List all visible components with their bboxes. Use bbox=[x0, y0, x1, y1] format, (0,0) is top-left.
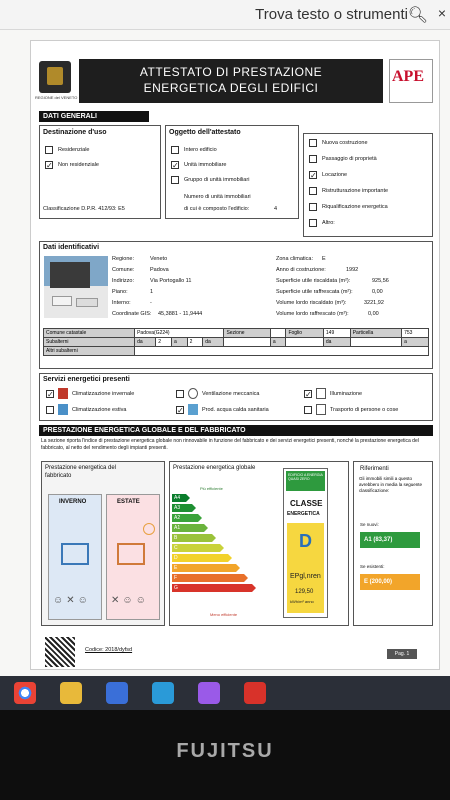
ident-value: Veneto bbox=[150, 256, 168, 262]
label-climatizzazione-invernale: Climatizzazione invernale bbox=[72, 391, 135, 397]
prestazione-intro: La sezione riporta l'indice di prestazione energetica globale non rinnovabile in funzione del fabbricato e dei servizi energetici presenti, nonché la prestazione energetica del fabbricato, al netto del rendimento degli impianti presenti. bbox=[41, 438, 419, 451]
checkbox-ristrutturazione[interactable] bbox=[309, 187, 317, 195]
house-icon bbox=[61, 543, 89, 565]
taskbar bbox=[0, 676, 450, 710]
ident-key: Regione: bbox=[112, 256, 135, 262]
section-prestazione: PRESTAZIONE ENERGETICA GLOBALE E DEL FABBRICATO bbox=[39, 425, 433, 436]
label-acqua-calda: Prod. acqua calda sanitaria bbox=[202, 407, 269, 413]
ident-value: Via Portogallo 11 bbox=[150, 278, 192, 284]
close-icon[interactable]: × bbox=[437, 5, 446, 21]
ident-key: Indirizzo: bbox=[112, 278, 135, 284]
ident-value: 925,56 bbox=[372, 278, 389, 284]
ident-value: 1 bbox=[150, 289, 154, 295]
particella-label: Particella bbox=[350, 329, 401, 338]
find-text-label[interactable]: Trova testo o strumenti bbox=[255, 6, 408, 23]
elevator-icon bbox=[316, 404, 326, 415]
radiator-icon bbox=[58, 388, 68, 399]
store-icon[interactable] bbox=[106, 682, 128, 704]
nuovi-label: Se nuovi: bbox=[360, 522, 379, 527]
nzeb-label: EDIFICIO A ENERGIA QUASI ZERO bbox=[288, 473, 323, 481]
globale-title: Prestazione energetica globale bbox=[173, 465, 256, 471]
inverno-label: INVERNO bbox=[59, 499, 87, 505]
checkbox-illuminazione[interactable]: ✓ bbox=[305, 390, 312, 399]
page-number: Pag. 1 bbox=[387, 649, 417, 659]
foglio-value: 149 bbox=[323, 329, 350, 338]
checkbox-unita-immobiliare[interactable]: ✓ bbox=[172, 161, 179, 170]
servizi-box bbox=[39, 373, 433, 421]
label-locazione: Locazione bbox=[322, 172, 348, 178]
pdf-page-area bbox=[0, 30, 450, 676]
energy-class-f: F bbox=[172, 574, 244, 582]
numero-unita-label-2: di cui è composto l'edificio: bbox=[184, 206, 250, 212]
label-ristrutturazione: Ristrutturazione importante bbox=[322, 188, 389, 194]
ident-key: Coordinate GIS: bbox=[112, 311, 152, 317]
checkbox-trasporto[interactable] bbox=[304, 406, 312, 414]
label-residenziale: Residenziale bbox=[58, 147, 90, 153]
fan-icon bbox=[188, 388, 198, 399]
a-label: a bbox=[171, 338, 187, 347]
photos-icon[interactable] bbox=[152, 682, 174, 704]
motivo-box bbox=[303, 133, 433, 237]
water-tap-icon bbox=[188, 404, 198, 415]
riferimenti-title: Riferimenti bbox=[360, 466, 389, 472]
teams-icon[interactable] bbox=[198, 682, 220, 704]
ident-key: Anno di costruzione: bbox=[276, 267, 326, 273]
building-photo bbox=[44, 256, 108, 318]
label-non-residenziale: Non residenziale bbox=[58, 162, 99, 168]
energy-class-d: D bbox=[172, 554, 228, 562]
globale-panel bbox=[169, 461, 349, 626]
ident-value: 0,00 bbox=[368, 311, 379, 317]
brand-logo: FUJITSU bbox=[176, 740, 274, 762]
section-dati-generali: DATI GENERALI bbox=[39, 111, 149, 122]
label-trasporto: Trasporto di persone o cose bbox=[330, 407, 399, 413]
energetica-label: ENERGETICA bbox=[287, 511, 320, 517]
label-nuova-costruzione: Nuova costruzione bbox=[322, 140, 368, 146]
classificazione-dpr: Classificazione D.P.R. 412/93: E5 bbox=[43, 206, 125, 212]
title-line-1: ATTESTATO DI PRESTAZIONE bbox=[139, 65, 323, 79]
ident-value: 3221,92 bbox=[364, 300, 384, 306]
region-label: REGIONE del VENETO bbox=[35, 95, 78, 100]
browser-toolbar bbox=[0, 0, 450, 30]
energy-class-g: G bbox=[172, 584, 252, 592]
label-altro: Altro: bbox=[322, 220, 335, 226]
energy-class-a2: A2 bbox=[172, 514, 198, 522]
qr-code-icon bbox=[45, 637, 75, 667]
checkbox-climatizzazione-estiva[interactable] bbox=[46, 406, 54, 414]
oggetto-attestato-box bbox=[165, 125, 299, 219]
fabbricato-title-1: Prestazione energetica del bbox=[45, 465, 117, 471]
checkbox-passaggio-proprieta[interactable] bbox=[309, 155, 317, 163]
classe-label: CLASSE bbox=[290, 499, 323, 508]
ident-key: Comune: bbox=[112, 267, 135, 273]
oggetto-title: Oggetto dell'attestato bbox=[169, 129, 241, 136]
checkbox-nuova-costruzione[interactable] bbox=[309, 139, 317, 147]
riferimenti-panel bbox=[353, 461, 433, 626]
document-title-band bbox=[79, 59, 383, 103]
da-label: da bbox=[203, 338, 224, 347]
search-icon[interactable]: 🔍︎ bbox=[407, 7, 428, 24]
numero-unita-value: 4 bbox=[274, 206, 278, 212]
ape-document bbox=[30, 40, 440, 670]
da-label: da bbox=[135, 338, 156, 347]
label-climatizzazione-estiva: Climatizzazione estiva bbox=[72, 407, 127, 413]
catasto-table bbox=[43, 328, 429, 356]
ep-label: EPgl,nren bbox=[290, 573, 321, 580]
checkbox-locazione[interactable]: ✓ bbox=[310, 171, 317, 180]
esistenti-value: E (200,00) bbox=[360, 574, 420, 590]
inverno-quality-icons: ☺✕☺ bbox=[53, 595, 91, 606]
sub-to-value: 2 bbox=[187, 338, 203, 347]
file-explorer-icon[interactable] bbox=[60, 682, 82, 704]
ident-key: Piano: bbox=[112, 289, 128, 295]
label-passaggio-proprieta: Passaggio di proprietà bbox=[322, 156, 377, 162]
ape-logo-text: APE bbox=[392, 68, 424, 85]
ac-icon bbox=[58, 404, 68, 415]
nuovi-value: A1 (83,37) bbox=[360, 532, 420, 548]
sezione-label: Sezione bbox=[224, 329, 270, 338]
altri-subalterni-label: Altri subalterni bbox=[44, 347, 135, 356]
ident-key: Volume lordo raffrescato (m³): bbox=[276, 311, 349, 317]
checkbox-residenziale[interactable] bbox=[45, 146, 53, 154]
checkbox-intero-edificio[interactable] bbox=[171, 146, 179, 154]
piu-efficiente-label: Più efficiente bbox=[200, 486, 223, 491]
label-intero-edificio: Intero edificio bbox=[184, 147, 217, 153]
esistenti-label: Se esistenti: bbox=[360, 564, 385, 569]
title-line-2: ENERGETICA DEGLI EDIFICI bbox=[143, 81, 319, 95]
label-ventilazione: Ventilazione meccanica bbox=[202, 391, 260, 397]
fabbricato-title-2: fabbricato bbox=[45, 473, 72, 479]
ident-key: Superficie utile raffrescata (m²): bbox=[276, 289, 353, 295]
estate-column bbox=[106, 494, 160, 620]
ape-logo bbox=[389, 59, 433, 103]
estate-quality-icons: ✕☺☺ bbox=[111, 595, 149, 606]
label-gruppo-unita: Gruppo di unità immobiliari bbox=[184, 177, 250, 183]
inverno-column bbox=[48, 494, 102, 620]
energy-class-e: E bbox=[172, 564, 236, 572]
ep-unit: kWh/m² anno bbox=[290, 599, 314, 604]
da-label: da bbox=[323, 338, 350, 347]
classe-value: D bbox=[299, 531, 312, 551]
fabbricato-panel bbox=[41, 461, 165, 626]
ident-value: 1992 bbox=[346, 267, 359, 273]
energy-class-a1: A1 bbox=[172, 524, 204, 532]
riferimenti-text: Gli immobili simili a questo avrebbero in media la seguente classificazione: bbox=[359, 476, 423, 493]
document-code: Codice: 2018/dyfsd bbox=[85, 647, 133, 653]
bulb-icon bbox=[316, 388, 326, 399]
dati-identificativi-box bbox=[39, 241, 433, 369]
numero-unita-label-1: Numero di unità immobiliari bbox=[184, 194, 251, 200]
foglio-label: Foglio bbox=[286, 329, 323, 338]
label-unita-immobiliare: Unità immobiliare bbox=[184, 162, 227, 168]
region-emblem-icon bbox=[39, 61, 71, 93]
ident-key: Volume lordo riscaldato (m³): bbox=[276, 300, 347, 306]
energy-class-a3: A3 bbox=[172, 504, 192, 512]
checkbox-riqualificazione[interactable] bbox=[309, 203, 317, 211]
label-illuminazione: Illuminazione bbox=[330, 391, 363, 397]
ep-value: 129,50 bbox=[295, 589, 314, 595]
comune-catastale-label: Comune catastale bbox=[44, 329, 135, 338]
checkbox-climatizzazione-invernale[interactable]: ✓ bbox=[47, 390, 54, 399]
energy-class-c: C bbox=[172, 544, 220, 552]
classe-energetica-box bbox=[283, 468, 328, 618]
checkbox-acqua-calda[interactable]: ✓ bbox=[177, 406, 184, 415]
house-icon bbox=[117, 543, 145, 565]
energy-class-a4: A4 bbox=[172, 494, 186, 502]
particella-value: 753 bbox=[402, 329, 429, 338]
label-riqualificazione: Riqualificazione energetica bbox=[322, 204, 388, 210]
destinazione-uso-box bbox=[39, 125, 161, 219]
ident-key: Superficie utile riscaldata (m²): bbox=[276, 278, 351, 284]
checkbox-gruppo-unita[interactable] bbox=[171, 176, 179, 184]
meno-efficiente-label: Meno efficiente bbox=[210, 612, 238, 617]
energy-class-b: B bbox=[172, 534, 212, 542]
ident-value: 45,3881 - 11,9444 bbox=[158, 311, 203, 317]
a-label: a bbox=[270, 338, 286, 347]
acrobat-icon[interactable] bbox=[244, 682, 266, 704]
servizi-title: Servizi energetici presenti bbox=[43, 376, 130, 383]
a-label: a bbox=[402, 338, 429, 347]
chrome-icon[interactable] bbox=[14, 682, 36, 704]
ident-value: - bbox=[150, 300, 152, 306]
checkbox-non-residenziale[interactable]: ✓ bbox=[46, 161, 53, 170]
ident-value: Padova bbox=[150, 267, 169, 273]
nzeb-banner bbox=[286, 471, 325, 491]
checkbox-altro[interactable] bbox=[309, 219, 317, 227]
checkbox-ventilazione[interactable] bbox=[176, 390, 184, 398]
classe-value-box bbox=[287, 523, 324, 613]
ident-key: Zona climatica: bbox=[276, 256, 313, 262]
comune-catastale-value: Padova(G224) bbox=[135, 329, 224, 338]
estate-label: ESTATE bbox=[117, 499, 140, 505]
destinazione-title: Destinazione d'uso bbox=[43, 129, 107, 136]
sub-from-value: 2 bbox=[156, 338, 172, 347]
ident-value: 0,00 bbox=[372, 289, 383, 295]
sun-icon bbox=[143, 523, 155, 535]
ident-value: E bbox=[322, 256, 326, 262]
subalterni-label: Subalterni bbox=[44, 338, 135, 347]
dati-identificativi-title: Dati identificativi bbox=[43, 244, 100, 251]
ident-key: Interno: bbox=[112, 300, 131, 306]
